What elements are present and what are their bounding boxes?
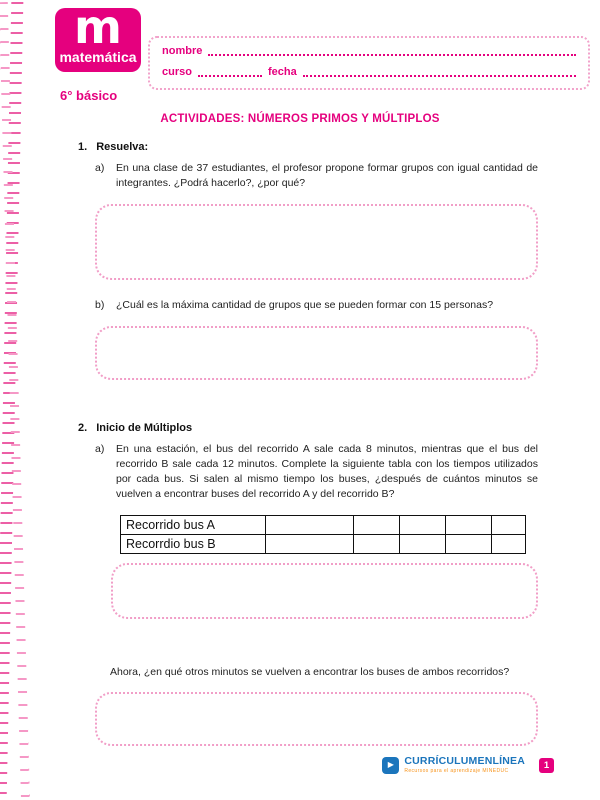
question-1b xyxy=(95,298,538,313)
bus-a-time-cell[interactable] xyxy=(492,515,526,534)
worksheet-header xyxy=(0,0,600,104)
question-1a xyxy=(95,161,538,191)
grade-label: 6° básico xyxy=(60,88,118,103)
curso-fecha-row xyxy=(162,67,576,78)
bus-b-time-cell[interactable] xyxy=(354,534,400,553)
followup-question-text: Ahora, ¿en qué otros minutos se vuelven a encontrar los buses de ambos recorridos? xyxy=(110,665,510,678)
section2-number: 2. xyxy=(78,421,88,434)
fecha-fill-line[interactable] xyxy=(303,72,576,77)
bus-b-time-cell[interactable] xyxy=(400,534,446,553)
question-1b-letter: b) xyxy=(95,299,105,312)
bus-b-time-cell[interactable] xyxy=(446,534,492,553)
section2-title: Inicio de Múltiplos xyxy=(96,421,193,434)
section1-title: Resuelva: xyxy=(96,141,149,153)
brand-text-block xyxy=(404,756,525,774)
brand-name: CURRÍCULUMENLÍNEA xyxy=(404,755,525,768)
logo-subject-label: matemática xyxy=(59,49,137,65)
curso-fill-line[interactable] xyxy=(198,72,262,77)
question-1a-text: En una clase de 37 estudiantes, el profesor propone formar grupos con igual cantidad de integrantes. ¿Podrá hacerlo?, ¿por qué? xyxy=(116,162,538,190)
nombre-fill-line[interactable] xyxy=(208,51,576,56)
nombre-label: nombre xyxy=(162,45,203,57)
bus-b-row-label: Recorrdio bus B xyxy=(121,534,266,553)
bus-schedule-table xyxy=(120,515,526,554)
curriculum-en-linea-logo xyxy=(382,756,525,774)
math-logo xyxy=(55,0,141,72)
answer-box-1b[interactable] xyxy=(95,326,538,380)
table-row-bus-b xyxy=(121,534,526,553)
section1-heading xyxy=(78,141,538,153)
fecha-label: fecha xyxy=(267,66,297,78)
worksheet-body xyxy=(0,125,600,746)
bus-a-time-cell[interactable] xyxy=(354,515,400,534)
bus-a-time-cell[interactable] xyxy=(400,515,446,534)
logo-letter: m xyxy=(74,0,122,54)
page-number-badge: 1 xyxy=(539,758,554,773)
bus-a-time-cell[interactable] xyxy=(446,515,492,534)
bus-b-time-cell[interactable] xyxy=(266,534,354,553)
student-info-form xyxy=(148,36,590,90)
question-1a-letter: a) xyxy=(95,162,105,174)
section2-heading xyxy=(78,422,538,434)
answer-box-2a-followup[interactable] xyxy=(95,692,538,746)
page-footer xyxy=(382,756,554,774)
nombre-row xyxy=(162,46,576,57)
answer-box-1a[interactable] xyxy=(95,204,538,280)
brand-tagline: Recursos para el aprendizaje MINEDUC xyxy=(404,768,509,774)
bus-b-time-cell[interactable] xyxy=(492,534,526,553)
curso-label: curso xyxy=(162,66,192,78)
question-2a-letter: a) xyxy=(95,442,105,455)
spiral-edge-decoration xyxy=(0,0,24,800)
play-arrow-icon: ▶ xyxy=(382,757,399,774)
bus-a-time-cell[interactable] xyxy=(266,515,354,534)
table-row-bus-a xyxy=(121,515,526,534)
question-2a xyxy=(95,442,538,503)
section1-number: 1. xyxy=(78,141,88,153)
question-2a-text: En una estación, el bus del recorrido A sale cada 8 minutos, mientras que el bus del recorrido B sale cada 12 minutos. Complete la siguiente tabla con los tiempos utilizados por cada bus. Si salen al mismo tiempo los buses, ¿después de cuántos minutos se vuelven a encontrar buses del recorrido A y del recorrido B? xyxy=(116,442,538,501)
answer-box-2a[interactable] xyxy=(111,563,538,619)
worksheet-title: ACTIVIDADES: NÚMEROS PRIMOS Y MÚLTIPLOS xyxy=(160,113,440,125)
bus-a-row-label: Recorrido bus A xyxy=(121,515,266,534)
question-1b-text: ¿Cuál es la máxima cantidad de grupos que se pueden formar con 15 personas? xyxy=(116,299,494,312)
